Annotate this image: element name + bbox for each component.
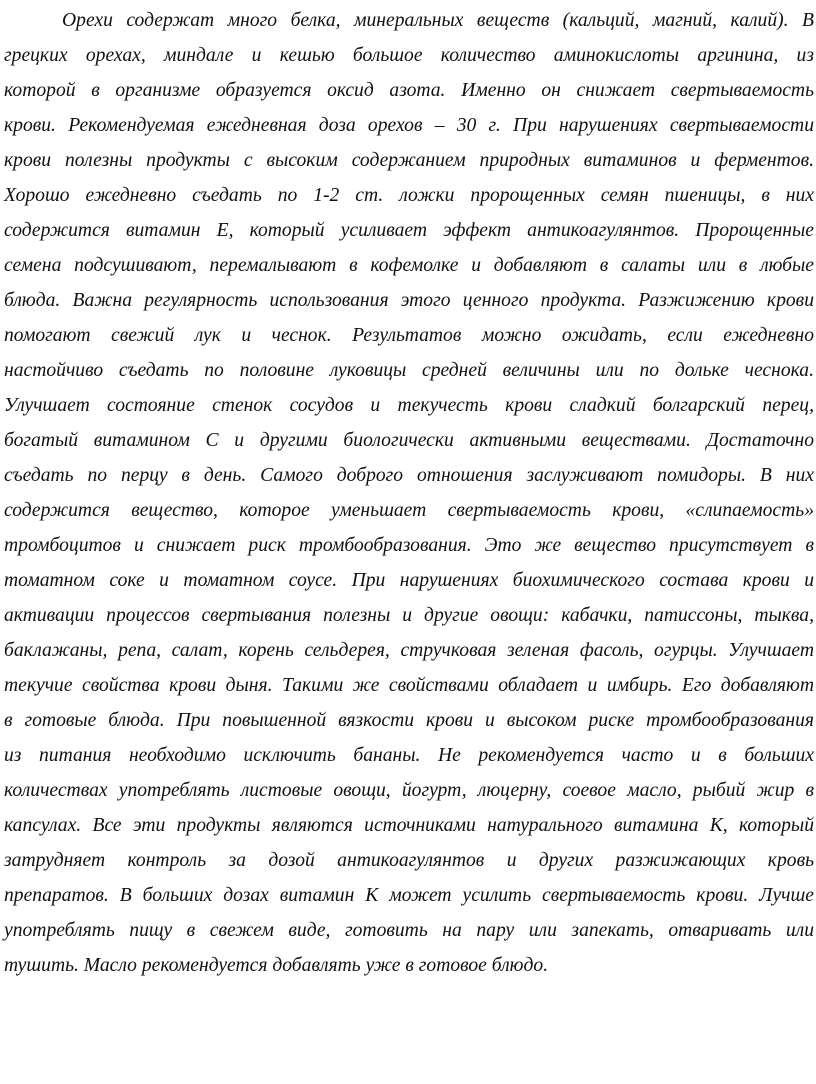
text-line: тушить. Масло рекомендуется добавлять уже в готовое блюдо.	[4, 955, 549, 976]
text-line: содержится вещество, которое уменьшает свертываемость крови, «слипаемость»	[4, 500, 814, 521]
text-line: томатном соке и томатном соусе. При нарушениях биохимического состава крови и	[4, 570, 814, 591]
text-line: в готовые блюда. При повышенной вязкости крови и высоком риске тромбообразования	[4, 710, 814, 731]
text-line: блюда. Важна регулярность использования этого ценного продукта. Разжижению крови	[4, 290, 814, 311]
text-line: богатый витамином С и другими биологически активными веществами. Достаточно	[4, 430, 814, 451]
text-line: семена подсушивают, перемалывают в кофемолке и добавляют в салаты или в любые	[4, 255, 814, 276]
text-line: настойчиво съедать по половине луковицы средней величины или по дольке чеснока.	[4, 360, 814, 381]
text-line: препаратов. В больших дозах витамин К может усилить свертываемость крови. Лучше	[4, 885, 814, 906]
text-line: употреблять пищу в свежем виде, готовить на пару или запекать, отваривать или	[4, 920, 814, 941]
paragraph-text	[4, 3, 814, 983]
text-line: крови. Рекомендуемая ежедневная доза орехов – 30 г. При нарушениях свертываемости	[4, 115, 814, 136]
text-line: помогают свежий лук и чеснок. Результатов можно ожидать, если ежедневно	[4, 325, 814, 346]
text-line: баклажаны, репа, салат, корень сельдерея, стручковая зеленая фасоль, огурцы. Улучшает	[4, 640, 814, 661]
text-line: капсулах. Все эти продукты являются источниками натурального витамина К, который	[4, 815, 814, 836]
text-line: из питания необходимо исключить бананы. Не рекомендуется часто и в больших	[4, 745, 814, 766]
text-line: тромбоцитов и снижает риск тромбообразования. Это же вещество присутствует в	[4, 535, 814, 556]
text-line: грецких орехах, миндале и кешью большое количество аминокислоты аргинина, из	[4, 45, 814, 66]
text-line: которой в организме образуется оксид азота. Именно он снижает свертываемость	[4, 80, 814, 101]
text-line: съедать по перцу в день. Самого доброго отношения заслуживают помидоры. В них	[4, 465, 814, 486]
text-line: активации процессов свертывания полезны и другие овощи: кабачки, патиссоны, тыква,	[4, 605, 814, 626]
text-line: крови полезны продукты с высоким содержанием природных витаминов и ферментов.	[4, 150, 814, 171]
text-line: текучие свойства крови дыня. Такими же свойствами обладает и имбирь. Его добавляют	[4, 675, 814, 696]
text-line: Орехи содержат много белка, минеральных веществ (кальций, магний, калий). В	[62, 10, 814, 31]
text-line: количествах употреблять листовые овощи, йогурт, люцерну, соевое масло, рыбий жир в	[4, 780, 814, 801]
text-line: затрудняет контроль за дозой антикоагулянтов и других разжижающих кровь	[4, 850, 814, 871]
text-line: содержится витамин Е, который усиливает эффект антикоагулянтов. Пророщенные	[4, 220, 814, 241]
text-line: Хорошо ежедневно съедать по 1-2 ст. ложки пророщенных семян пшеницы, в них	[4, 185, 814, 206]
text-line: Улучшает состояние стенок сосудов и текучесть крови сладкий болгарский перец,	[4, 395, 814, 416]
